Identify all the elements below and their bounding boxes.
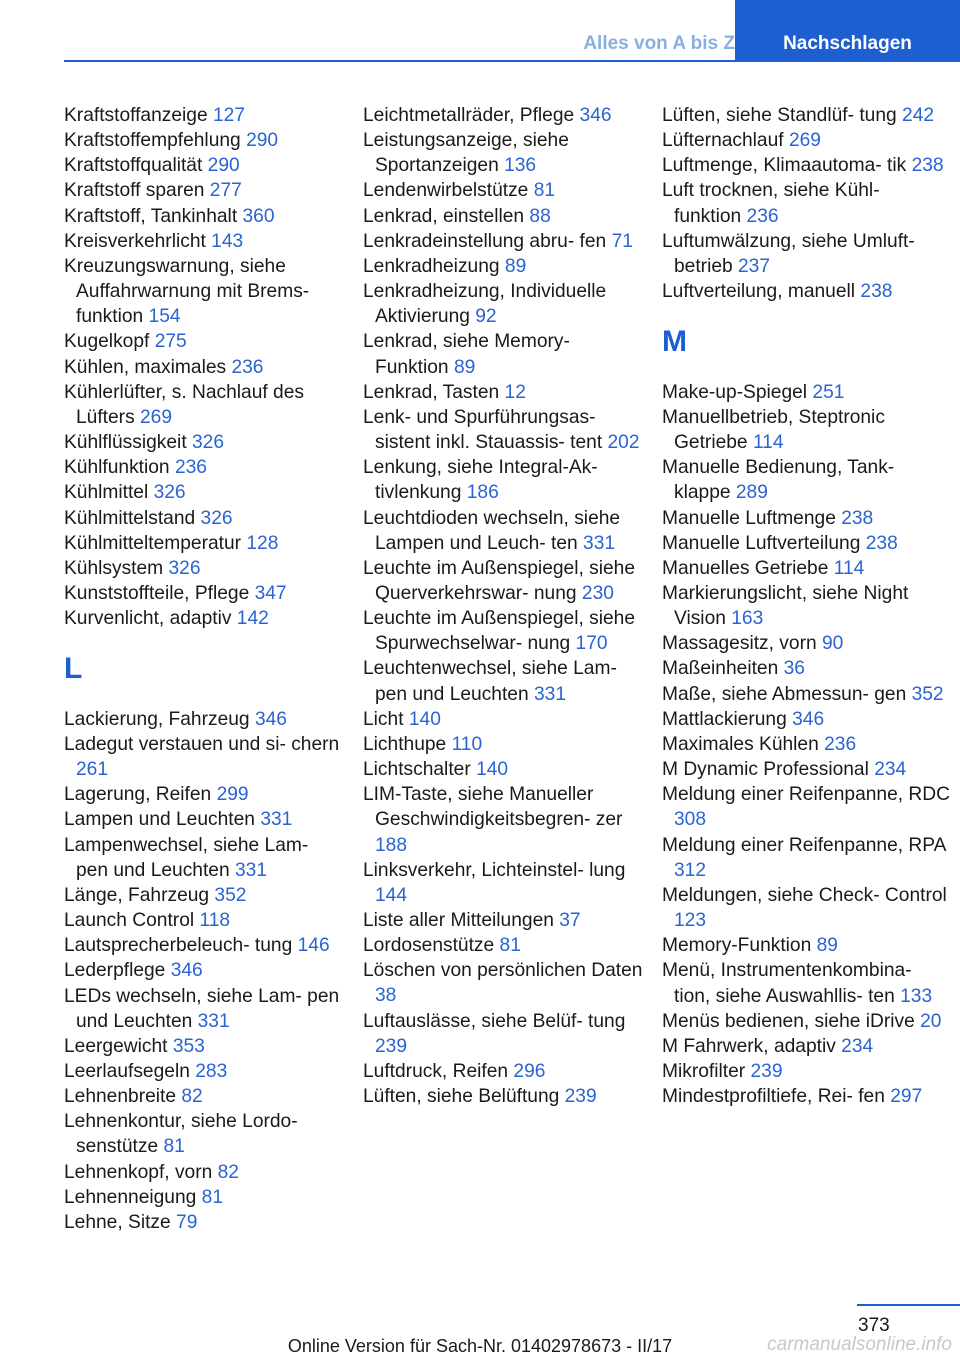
index-term: Mindestprofiltiefe, Rei‐ fen xyxy=(662,1086,885,1108)
index-term: Lederpflege xyxy=(64,960,166,982)
index-term: Kraftstoff, Tankinhalt xyxy=(64,205,238,227)
page-reference-link[interactable]: 326 xyxy=(168,557,201,579)
index-term: Lüfternachlauf xyxy=(662,130,784,152)
index-term: Mattlackierung xyxy=(662,708,787,730)
page-reference-link[interactable]: 238 xyxy=(841,507,874,529)
index-entry xyxy=(363,656,643,706)
page-reference-link[interactable]: 90 xyxy=(821,633,844,655)
page-reference-link[interactable]: 297 xyxy=(890,1086,923,1108)
index-term: Lüften, siehe Standlüf‐ tung xyxy=(662,105,897,126)
index-entry xyxy=(64,581,344,606)
index-entry xyxy=(64,103,344,128)
index-entry xyxy=(662,958,952,1008)
page-reference-link[interactable]: 239 xyxy=(375,1035,408,1057)
index-term: Launch Control xyxy=(64,910,195,932)
index-term: Lenkradheizung, Individuelle Aktivierung xyxy=(363,281,607,328)
page-reference-link[interactable]: 163 xyxy=(731,608,764,630)
index-term: Maße, siehe Abmessun‐ gen xyxy=(662,683,907,705)
page-reference-link[interactable]: 37 xyxy=(559,910,581,931)
index-entry xyxy=(363,858,643,908)
index-term: Lüften, siehe Belüftung xyxy=(363,1086,560,1108)
index-term: Lehnenneigung xyxy=(64,1186,197,1208)
index-term: Lenkrad, Tasten xyxy=(363,381,500,403)
index-term: Menü, Instrumentenkombina‐ tion, siehe Auswahllis‐ ten xyxy=(662,960,912,1007)
page-reference-link[interactable]: 269 xyxy=(788,130,821,152)
page-reference-link[interactable]: 236 xyxy=(824,733,857,755)
index-term: Lenkrad, siehe Memory- Funktion xyxy=(363,331,570,378)
page-reference-link[interactable]: 239 xyxy=(750,1060,783,1082)
footer-rule xyxy=(857,1304,960,1306)
page-reference-link[interactable]: 238 xyxy=(911,155,944,177)
index-term: Leistungsanzeige, siehe Sportanzeigen xyxy=(363,130,569,177)
page-reference-link[interactable]: 186 xyxy=(466,482,499,504)
index-term: Leergewicht xyxy=(64,1035,168,1057)
index-entry xyxy=(64,1185,344,1210)
index-entry xyxy=(64,908,344,933)
page-reference-link[interactable]: 346 xyxy=(579,105,612,126)
index-term: Make-up-Spiegel xyxy=(662,381,808,403)
page-reference-link[interactable]: 236 xyxy=(746,205,779,227)
index-term: Kreisverkehrlicht xyxy=(64,230,206,252)
page-reference-link[interactable]: 296 xyxy=(513,1060,546,1082)
page-reference-link[interactable]: 331 xyxy=(197,1010,230,1032)
index-term: Leichtmetallräder, Pflege xyxy=(363,105,575,126)
index-term: M Fahrwerk, adaptiv xyxy=(662,1035,836,1057)
index-term: Lautsprecherbeleuch‐ tung xyxy=(64,935,293,957)
index-term: Ladegut verstauen und si‐ chern xyxy=(64,733,340,755)
index-entry xyxy=(662,279,952,304)
page-reference-link[interactable]: 140 xyxy=(408,708,441,730)
index-term: Leuchte im Außenspiegel, siehe Spurwechselwar‐ nung xyxy=(363,608,635,655)
index-entry xyxy=(64,329,344,354)
page-reference-link[interactable]: 261 xyxy=(76,759,109,781)
index-entry xyxy=(662,833,952,883)
index-letter-heading: M xyxy=(662,325,687,359)
index-entry xyxy=(64,1160,344,1185)
index-entry xyxy=(662,782,952,832)
index-entry xyxy=(662,581,952,631)
index-entry xyxy=(363,757,643,782)
page-reference-link[interactable]: 82 xyxy=(217,1161,239,1183)
index-term: Kraftstoff sparen xyxy=(64,180,205,202)
page-reference-link[interactable]: 346 xyxy=(170,960,203,982)
index-entry xyxy=(662,883,952,933)
index-entry xyxy=(64,984,344,1034)
index-term: Memory-Funktion xyxy=(662,935,812,957)
index-entry xyxy=(64,1034,344,1059)
index-entry xyxy=(64,229,344,254)
index-term: Leuchtdioden wechseln, siehe Lampen und Leuch‐ ten xyxy=(363,507,621,554)
page-reference-link[interactable]: 277 xyxy=(209,180,242,202)
index-term: Lendenwirbelstütze xyxy=(363,180,529,202)
index-term: Maximales Kühlen xyxy=(662,733,819,755)
index-term: LEDs wechseln, siehe Lam‐ pen und Leuchten xyxy=(64,985,340,1032)
index-term: LIM-Taste, siehe Manueller Geschwindigkeitsbegren‐ zer xyxy=(363,784,623,831)
page-reference-link[interactable]: 251 xyxy=(812,381,845,403)
index-entry xyxy=(64,430,344,455)
page-reference-link[interactable]: 202 xyxy=(607,432,640,454)
page-reference-link[interactable]: 88 xyxy=(529,205,551,227)
index-term: Manuellbetrieb, Steptronic Getriebe xyxy=(662,406,885,454)
index-term: Maßeinheiten xyxy=(662,658,779,680)
page-reference-link[interactable]: 234 xyxy=(841,1035,874,1057)
index-column-1 xyxy=(64,103,344,1235)
page-reference-link[interactable]: 89 xyxy=(453,356,476,378)
index-term: Kühlflüssigkeit xyxy=(64,432,187,454)
page-reference-link[interactable]: 269 xyxy=(140,406,173,428)
index-term: Kurvenlicht, adaptiv xyxy=(64,608,232,630)
page-reference-link[interactable]: 239 xyxy=(564,1086,597,1108)
index-term: Mikrofilter xyxy=(662,1060,746,1082)
index-term: Meldung einer Reifenpanne, RPA xyxy=(662,834,946,856)
index-entry xyxy=(64,606,344,631)
page-reference-link[interactable]: 289 xyxy=(735,482,768,504)
index-entry xyxy=(64,1084,344,1109)
page-reference-link[interactable]: 308 xyxy=(674,809,707,831)
page-reference-link[interactable]: 89 xyxy=(504,255,527,277)
index-entry xyxy=(363,229,643,254)
index-entry xyxy=(64,178,344,203)
index-term: Manuelle Luftverteilung xyxy=(662,532,861,554)
index-entry xyxy=(662,128,952,153)
index-entry xyxy=(363,506,643,556)
page-reference-link[interactable]: 133 xyxy=(900,985,933,1007)
index-term: Kraftstoffanzeige xyxy=(64,105,208,126)
page-reference-link[interactable]: 89 xyxy=(816,935,838,957)
index-entry xyxy=(64,128,344,153)
index-term: Löschen von persönlichen Daten xyxy=(363,960,643,982)
page-reference-link[interactable]: 20 xyxy=(920,1010,942,1032)
page-reference-link[interactable]: 326 xyxy=(153,482,186,504)
page-reference-link[interactable]: 154 xyxy=(148,306,181,328)
index-entry xyxy=(64,732,344,782)
page-reference-link[interactable]: 143 xyxy=(211,230,244,252)
index-term: Lampenwechsel, siehe Lam‐ pen und Leuchten xyxy=(64,834,309,881)
index-term: Kraftstoffqualität xyxy=(64,155,203,177)
index-column-3 xyxy=(662,103,952,1109)
index-term: Lordosenstütze xyxy=(363,935,495,957)
index-term: Menüs bedienen, siehe iDrive xyxy=(662,1010,915,1032)
index-term: Luftmenge, Klimaautoma‐ tik xyxy=(662,155,907,177)
page-reference-link[interactable]: 236 xyxy=(231,356,264,378)
page-reference-link[interactable]: 142 xyxy=(236,608,269,630)
index-entry xyxy=(662,455,952,505)
page-reference-link[interactable]: 346 xyxy=(254,708,287,730)
index-term: Licht xyxy=(363,708,404,730)
index-term: Kühlsystem xyxy=(64,557,164,579)
index-term: Manuelles Getriebe xyxy=(662,557,829,579)
index-entry xyxy=(662,178,952,228)
index-term: Kühlerlüfter, s. Nachlauf des Lüfters xyxy=(64,381,304,428)
index-entry xyxy=(363,128,643,178)
page-reference-link[interactable]: 283 xyxy=(195,1060,228,1082)
index-term: Massagesitz, vorn xyxy=(662,633,817,655)
index-entry xyxy=(363,1084,643,1109)
page-reference-link[interactable]: 38 xyxy=(375,985,397,1007)
header-rule xyxy=(64,60,735,62)
index-entry xyxy=(64,204,344,229)
page-header xyxy=(0,0,960,62)
page-reference-link[interactable]: 275 xyxy=(154,331,187,353)
page-reference-link[interactable]: 326 xyxy=(200,507,233,529)
index-entry xyxy=(662,757,952,782)
page-reference-link[interactable]: 81 xyxy=(163,1136,185,1158)
index-entry xyxy=(363,1009,643,1059)
index-entry xyxy=(662,1059,952,1084)
index-entry xyxy=(662,153,952,178)
index-entry xyxy=(64,153,344,178)
index-term: Lenkrad, einstellen xyxy=(363,205,525,227)
index-term: Lampen und Leuchten xyxy=(64,809,255,831)
index-entry xyxy=(662,732,952,757)
index-entry xyxy=(64,833,344,883)
page-reference-link[interactable]: 71 xyxy=(611,230,633,252)
page-reference-link[interactable]: 331 xyxy=(533,683,566,705)
index-entry xyxy=(662,1009,952,1034)
index-entry xyxy=(363,556,643,606)
page-reference-link[interactable]: 170 xyxy=(575,633,608,655)
page-reference-link[interactable]: 352 xyxy=(911,683,944,705)
index-entry xyxy=(64,254,344,329)
page-reference-link[interactable]: 236 xyxy=(174,457,207,479)
index-entry xyxy=(662,380,952,405)
page-reference-link[interactable]: 331 xyxy=(583,532,616,554)
online-version-note: Online Version für Sach-Nr. 01402978673 - II/17 xyxy=(287,1336,673,1356)
index-term: Lichthupe xyxy=(363,733,447,755)
index-entry xyxy=(363,405,643,455)
page-reference-link[interactable]: 299 xyxy=(216,784,249,806)
index-entry xyxy=(363,606,643,656)
page-reference-link[interactable]: 123 xyxy=(674,910,707,932)
page-reference-link[interactable]: 144 xyxy=(375,884,408,906)
page-reference-link[interactable]: 360 xyxy=(242,205,275,227)
index-term: Kraftstoffempfehlung xyxy=(64,130,241,152)
page-reference-link[interactable]: 352 xyxy=(214,884,247,906)
index-term: Kühlmittelstand xyxy=(64,507,196,529)
page-number: 373 xyxy=(858,1315,890,1336)
index-entry xyxy=(64,707,344,732)
index-entry xyxy=(64,480,344,505)
index-entry xyxy=(363,103,643,128)
index-term: Lehnenkontur, siehe Lordo‐ senstütze xyxy=(64,1111,298,1158)
index-entry xyxy=(363,380,643,405)
page-reference-link[interactable]: 331 xyxy=(234,859,267,881)
index-entry xyxy=(363,204,643,229)
index-entry xyxy=(363,933,643,958)
index-entry xyxy=(662,682,952,707)
index-entry xyxy=(363,1059,643,1084)
index-term: Kühlmitteltemperatur xyxy=(64,532,242,554)
page-reference-link[interactable]: 146 xyxy=(297,935,330,957)
page-reference-link[interactable]: 238 xyxy=(865,532,898,554)
index-term: Luftverteilung, manuell xyxy=(662,281,856,303)
page-reference-link[interactable]: 136 xyxy=(504,155,537,177)
index-entry xyxy=(662,933,952,958)
index-term: Luftumwälzung, siehe Umluft‐ betrieb xyxy=(662,230,915,277)
index-entry xyxy=(64,506,344,531)
index-entry xyxy=(363,254,643,279)
index-entry xyxy=(363,732,643,757)
index-entry xyxy=(64,933,344,958)
page-reference-link[interactable]: 347 xyxy=(254,582,287,604)
page-reference-link[interactable]: 326 xyxy=(192,432,225,454)
index-entry xyxy=(64,556,344,581)
index-term: Luftdruck, Reifen xyxy=(363,1060,509,1082)
index-entry xyxy=(64,958,344,983)
index-term: Lackierung, Fahrzeug xyxy=(64,708,250,730)
index-entry xyxy=(363,908,643,933)
index-entry xyxy=(64,807,344,832)
index-entry xyxy=(662,1034,952,1059)
index-term: Luftauslässe, siehe Belüf‐ tung xyxy=(363,1010,626,1032)
index-entry xyxy=(662,103,952,128)
index-entry xyxy=(363,455,643,505)
page-reference-link[interactable]: 12 xyxy=(504,381,526,403)
page-reference-link[interactable]: 81 xyxy=(499,935,521,957)
index-entry xyxy=(363,782,643,857)
index-term: Kugelkopf xyxy=(64,331,150,353)
page-reference-link[interactable]: 237 xyxy=(738,255,771,277)
page-reference-link[interactable]: 82 xyxy=(181,1086,203,1108)
index-term: Lagerung, Reifen xyxy=(64,784,212,806)
page-reference-link[interactable]: 290 xyxy=(207,155,240,177)
index-entry xyxy=(64,1109,344,1159)
page-reference-link[interactable]: 188 xyxy=(375,834,408,856)
page-reference-link[interactable]: 234 xyxy=(874,759,907,781)
chapter-tab: Nachschlagen xyxy=(735,0,960,62)
page-reference-link[interactable]: 114 xyxy=(833,557,865,579)
index-term: Linksverkehr, Lichteinstel‐ lung xyxy=(363,859,626,881)
index-term: Luft trocknen, siehe Kühl‐ funktion xyxy=(662,180,880,227)
index-term: Lenk- und Spurführungsas‐ sistent inkl. Stauassis‐ tent xyxy=(363,406,603,454)
index-entry xyxy=(64,355,344,380)
page-reference-link[interactable]: 290 xyxy=(246,130,279,152)
index-term: Lehne, Sitze xyxy=(64,1211,171,1233)
index-term: Kühlmittel xyxy=(64,482,149,504)
index-entry xyxy=(64,883,344,908)
page-reference-link[interactable]: 353 xyxy=(172,1035,205,1057)
index-entry xyxy=(662,506,952,531)
section-title: Alles von A bis Z xyxy=(583,33,735,54)
page-reference-link[interactable]: 331 xyxy=(260,809,293,831)
index-term: Lenkung, siehe Integral-Ak‐ tivlenkung xyxy=(363,457,598,504)
index-entry xyxy=(64,455,344,480)
index-column-2 xyxy=(363,103,643,1109)
index-term: Lenkradeinstellung abru‐ fen xyxy=(363,230,607,252)
index-entry xyxy=(363,279,643,329)
page-reference-link[interactable]: 127 xyxy=(213,105,246,126)
index-term: Kühlen, maximales xyxy=(64,356,227,378)
index-term: Liste aller Mitteilungen xyxy=(363,910,554,931)
index-term: Kühlfunktion xyxy=(64,457,170,479)
page-reference-link[interactable]: 110 xyxy=(451,733,483,755)
index-entry xyxy=(64,1210,344,1235)
index-entry xyxy=(662,631,952,656)
index-entry xyxy=(64,1059,344,1084)
page-reference-link[interactable]: 118 xyxy=(199,910,231,932)
index-entry xyxy=(363,958,643,1008)
index-letter-heading: L xyxy=(64,652,83,686)
index-term: M Dynamic Professional xyxy=(662,759,869,781)
index-term: Lehnenbreite xyxy=(64,1086,177,1108)
page-reference-link[interactable]: 81 xyxy=(201,1186,224,1208)
page-reference-link[interactable]: 312 xyxy=(674,859,707,881)
index-term: Leuchte im Außenspiegel, siehe Querverkehrswar‐ nung xyxy=(363,557,635,604)
page-reference-link[interactable]: 238 xyxy=(860,281,893,303)
page-reference-link[interactable]: 92 xyxy=(475,306,497,328)
page-reference-link[interactable]: 242 xyxy=(902,105,935,126)
page-reference-link[interactable]: 230 xyxy=(581,582,614,604)
page-reference-link[interactable]: 128 xyxy=(246,532,279,554)
index-term: Meldungen, siehe Check- Control xyxy=(662,884,947,906)
page-reference-link[interactable]: 36 xyxy=(783,658,805,680)
page-reference-link[interactable]: 79 xyxy=(176,1211,198,1233)
index-entry xyxy=(64,380,344,430)
index-term: Manuelle Luftmenge xyxy=(662,507,836,529)
page-reference-link[interactable]: 81 xyxy=(533,180,556,202)
index-entry xyxy=(662,707,952,732)
index-entry xyxy=(363,178,643,203)
watermark: carmanualsonline.info xyxy=(767,1334,952,1355)
index-entry xyxy=(662,531,952,556)
index-term: Lenkradheizung xyxy=(363,255,500,277)
index-term: Kunststoffteile, Pflege xyxy=(64,582,250,604)
page-reference-link[interactable]: 114 xyxy=(752,432,784,454)
index-entry xyxy=(662,1084,952,1109)
index-entry xyxy=(363,707,643,732)
index-term: Lichtschalter xyxy=(363,759,471,781)
page-reference-link[interactable]: 140 xyxy=(476,759,509,781)
index-term: Markierungslicht, siehe Night Vision xyxy=(662,583,909,630)
index-entry xyxy=(64,782,344,807)
index-entry xyxy=(662,656,952,681)
index-term: Leerlaufsegeln xyxy=(64,1060,190,1082)
index-term: Meldung einer Reifenpanne, RDC xyxy=(662,784,950,806)
index-entry xyxy=(363,329,643,379)
index-term: Manuelle Bedienung, Tank‐ klappe xyxy=(662,457,895,504)
index-term: Länge, Fahrzeug xyxy=(64,884,210,906)
page-reference-link[interactable]: 346 xyxy=(792,708,825,730)
index-entry xyxy=(662,229,952,279)
index-term: Leuchtenwechsel, siehe Lam‐ pen und Leuchten xyxy=(363,658,617,705)
index-entry xyxy=(64,531,344,556)
index-entry xyxy=(662,405,952,455)
index-term: Kreuzungswarnung, siehe Auffahrwarnung mit Brems‐ funktion xyxy=(64,255,310,328)
index-term: Lehnenkopf, vorn xyxy=(64,1161,213,1183)
index-entry xyxy=(662,556,952,581)
